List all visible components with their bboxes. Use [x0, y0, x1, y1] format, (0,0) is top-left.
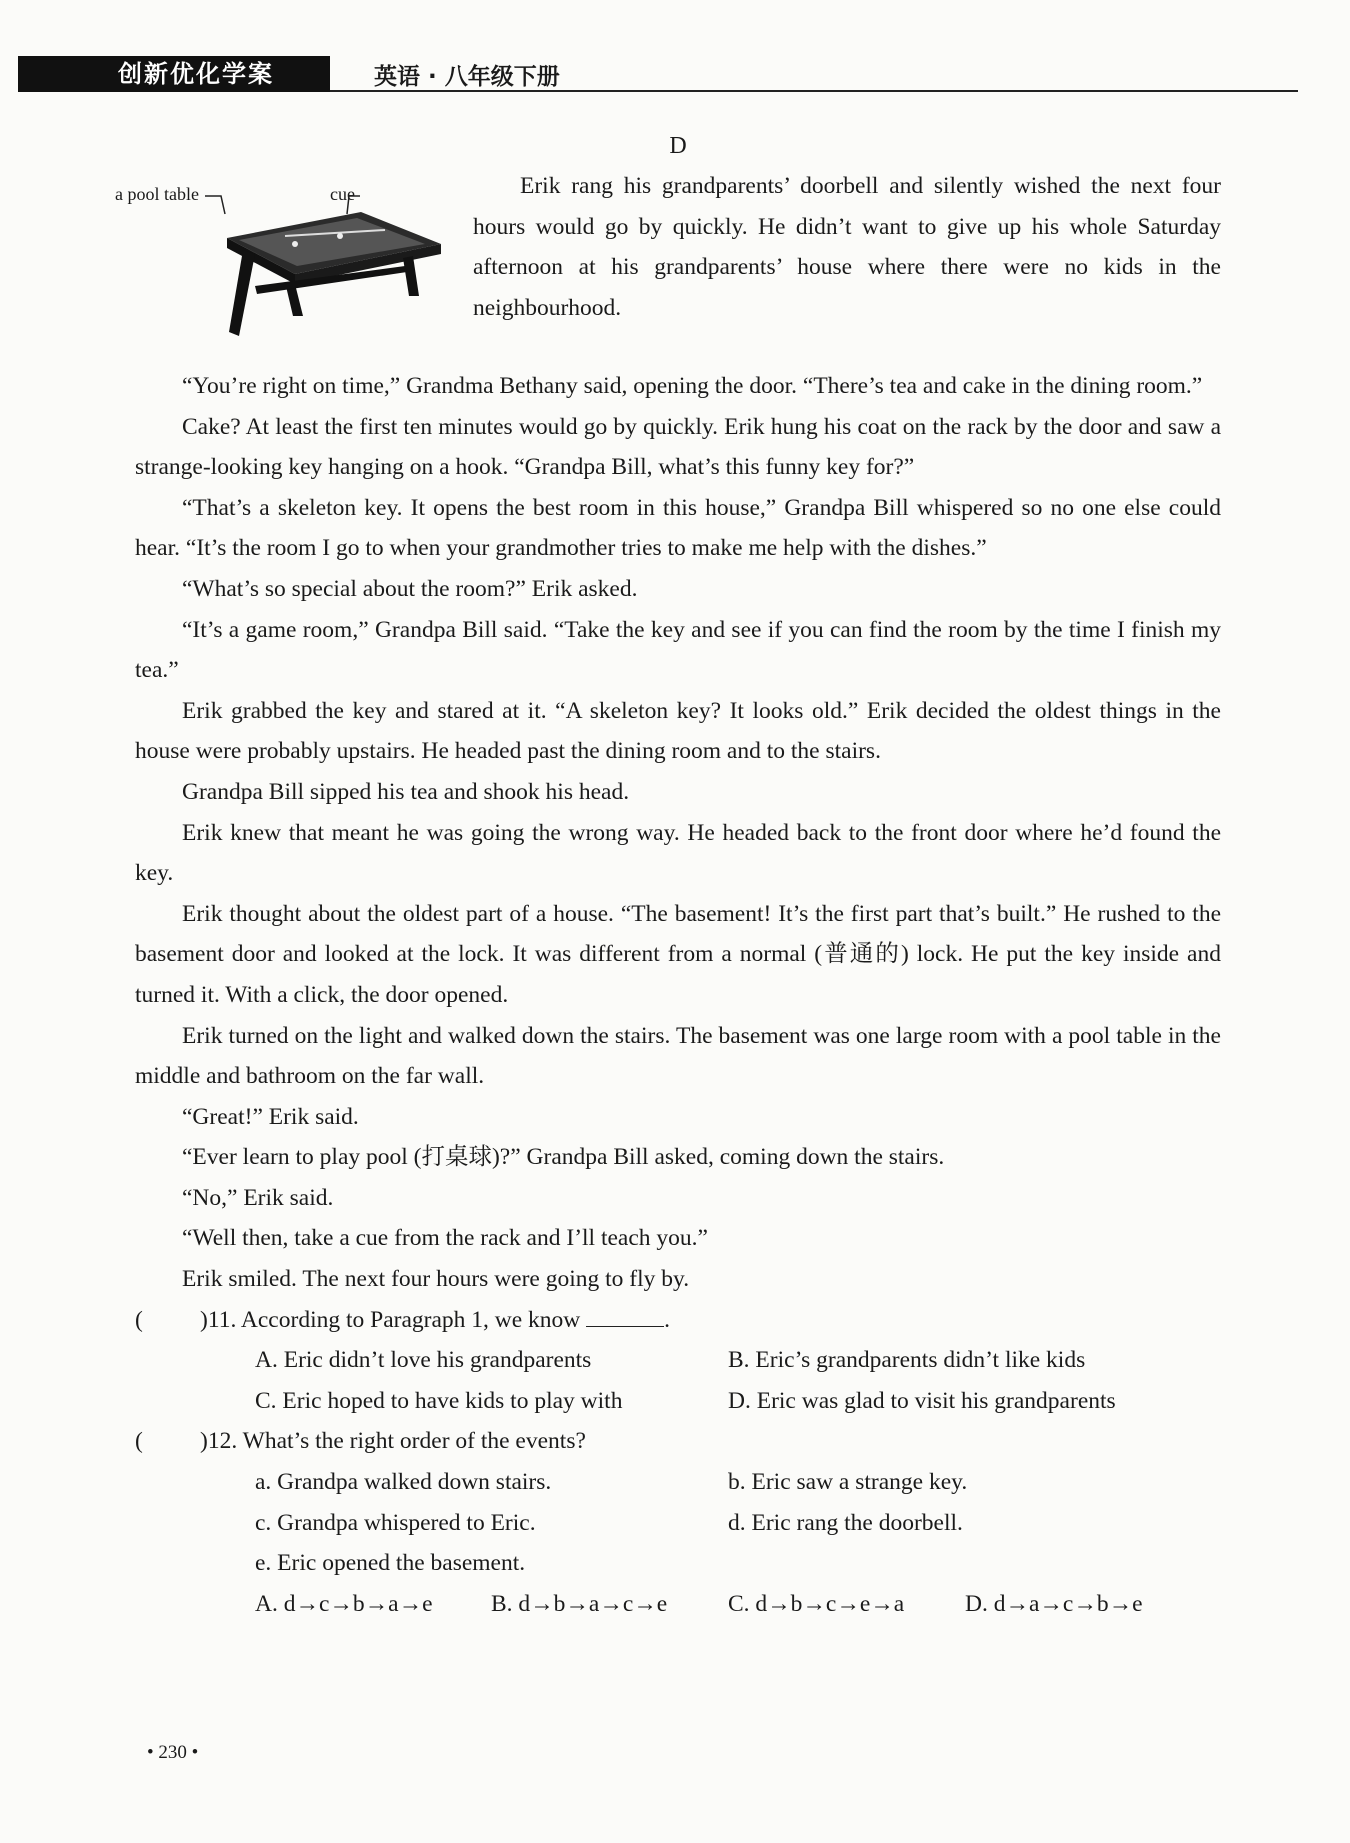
section-letter: D — [669, 133, 687, 159]
intro-paragraph — [473, 166, 1221, 328]
option-c: C. d→b→c→e→a — [728, 1590, 905, 1617]
paragraph: “What’s so special about the room?” Erik asked. — [182, 575, 638, 602]
option-d: D. d→a→c→b→e — [965, 1590, 1143, 1617]
paragraph: Erik grabbed the key and stared at it. “A skeleton key? It looks old.” Erik decided the oldest things in the house were probably upstairs. He headed past the dining room and to the stairs. — [135, 697, 1221, 765]
header-rule — [330, 90, 1298, 92]
option-a: A. Eric didn’t love his grandparents — [255, 1347, 592, 1374]
paragraph: “Great!” Erik said. — [182, 1103, 359, 1130]
event-c: c. Grandpa whispered to Eric. — [255, 1509, 536, 1536]
paragraph: “Ever learn to play pool (打桌球)?” Grandpa Bill asked, coming down the stairs. — [182, 1144, 945, 1171]
answer-paren-open: ( — [135, 1306, 143, 1333]
question-11 — [135, 1300, 1221, 1422]
option-c: C. Eric hoped to have kids to play with — [255, 1387, 623, 1414]
event-b: b. Eric saw a strange key. — [728, 1469, 968, 1496]
pool-table-illustration — [115, 166, 455, 366]
event-d: d. Eric rang the doorbell. — [728, 1509, 963, 1536]
answer-paren-open: ( — [135, 1428, 143, 1455]
book-title: 英语 · 八年级下册 — [374, 64, 560, 90]
paragraph: “Well then, take a cue from the rack and I’ll teach you.” — [182, 1225, 708, 1252]
page-number: • 230 • — [147, 1742, 199, 1763]
intro-block — [115, 166, 1221, 366]
story-body — [135, 366, 1221, 1300]
cue-label: cue — [330, 184, 355, 204]
pool-table-icon — [135, 166, 455, 366]
paragraph: “No,” Erik said. — [182, 1184, 334, 1211]
brand-banner: 创新优化学案 — [18, 56, 330, 92]
option-a: A. d→c→b→a→e — [255, 1590, 433, 1617]
question-stem: )12. What’s the right order of the events? — [200, 1428, 586, 1455]
question-stem: )11. According to Paragraph 1, we know . — [200, 1306, 671, 1333]
paragraph: Cake? At least the first ten minutes would go by quickly. Erik hung his coat on the rack by the door and saw a strange-looking key hanging on a hook. “Grandpa Bill, what’s this funny key for?” — [135, 413, 1221, 481]
paragraph: Erik turned on the light and walked down the stairs. The basement was one large room with a pool table in the middle and bathroom on the far wall. — [135, 1022, 1221, 1090]
question-12 — [135, 1421, 1221, 1624]
pool-table-label: a pool table — [115, 184, 199, 204]
paragraph: Grandpa Bill sipped his tea and shook his head. — [182, 778, 630, 805]
option-b: B. d→b→a→c→e — [491, 1590, 668, 1617]
paragraph: “That’s a skeleton key. It opens the best room in this house,” Grandpa Bill whispered so no one else could hear. “It’s the room I go to when your grandmother tries to make me help with the dishes.” — [135, 494, 1221, 562]
answer-blank[interactable] — [586, 1306, 664, 1327]
page-header — [18, 56, 1298, 96]
paragraph-1: Erik rang his grandparents’ doorbell and silently wished the next four hours would go by quickly. He didn’t want to give up his whole Saturday afternoon at his grandparents’ house where there were no kids in the neighbourhood. — [473, 173, 1221, 321]
option-b: B. Eric’s grandparents didn’t like kids — [728, 1347, 1086, 1374]
paragraph: Erik thought about the oldest part of a house. “The basement! It’s the first part that’s built.” He rushed to the basement door and looked at the lock. It was different from a normal (普通的) lock. He put the key inside and turned it. With a click, the door opened. — [135, 900, 1221, 1008]
page-content — [115, 126, 1221, 1624]
paragraph: “It’s a game room,” Grandpa Bill said. “Take the key and see if you can find the room by the time I finish my tea.” — [135, 616, 1221, 684]
paragraph: Erik smiled. The next four hours were going to fly by. — [182, 1266, 690, 1293]
option-d: D. Eric was glad to visit his grandparents — [728, 1387, 1116, 1414]
event-a: a. Grandpa walked down stairs. — [255, 1469, 552, 1496]
paragraph: Erik knew that meant he was going the wrong way. He headed back to the front door where he’d found the key. — [135, 819, 1221, 887]
event-e: e. Eric opened the basement. — [255, 1550, 526, 1577]
paragraph: “You’re right on time,” Grandma Bethany said, opening the door. “There’s tea and cake in the dining room.” — [182, 373, 1203, 399]
